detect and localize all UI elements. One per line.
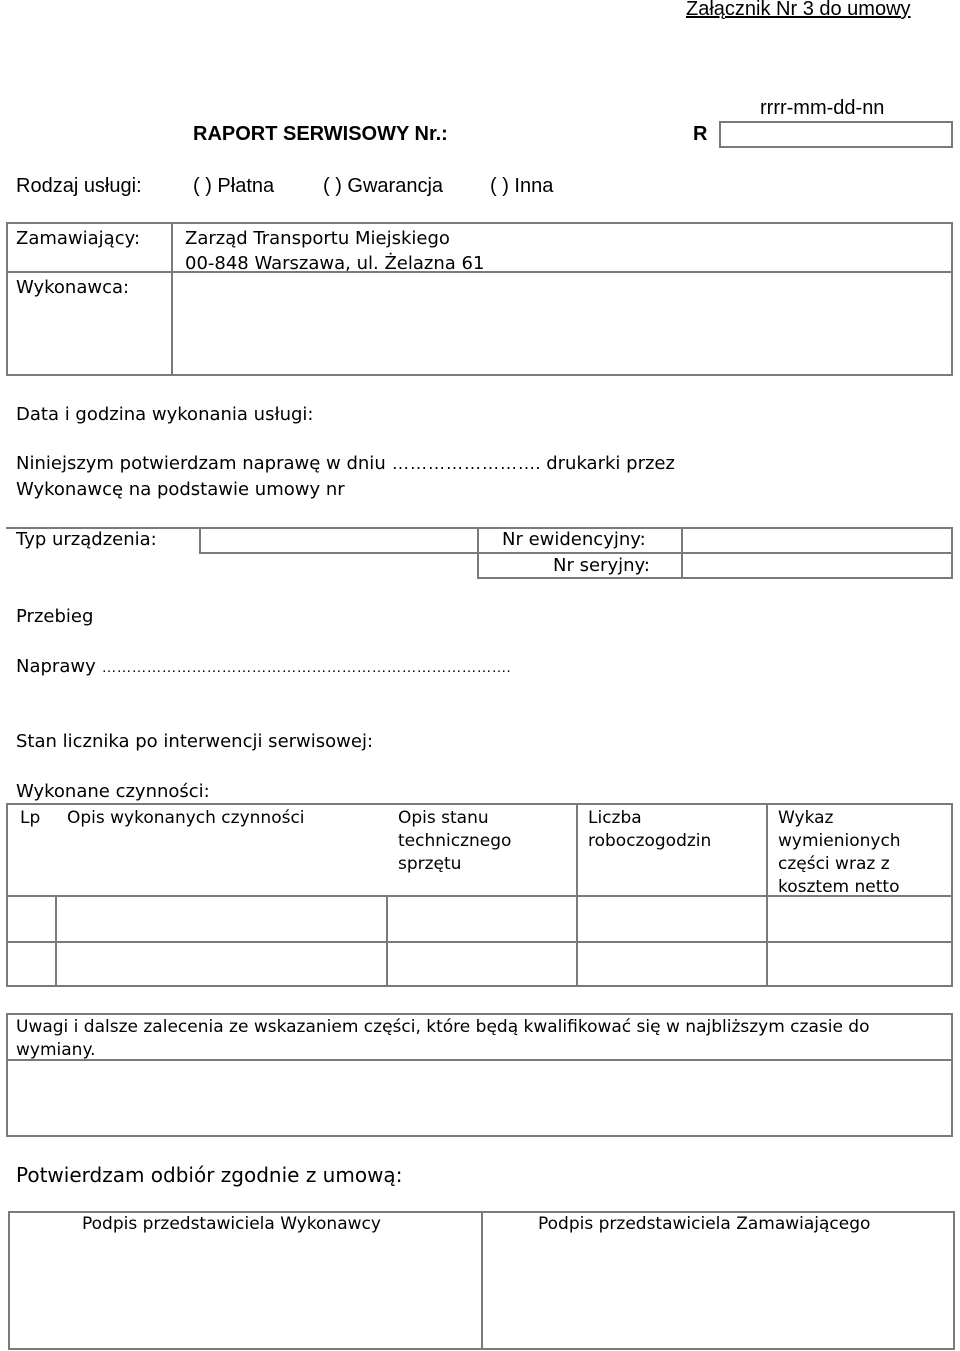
parties-box [6, 222, 953, 376]
col-header-parts: Wykaz wymienionych części wraz z kosztem netto [778, 808, 901, 897]
device-top-line [6, 527, 201, 529]
service-date-label: Data i godzina wykonania usługi: [16, 404, 314, 425]
client-label: Zamawiający: [16, 228, 141, 249]
confirmation-line1-end: drukarki przez [546, 453, 675, 474]
row2-parts-cell[interactable] [768, 943, 951, 986]
service-type-label: Rodzaj usługi: [16, 175, 142, 197]
contractor-signature-label: Podpis przedstawiciela Wykonawcy [82, 1214, 381, 1234]
inventory-number-label: Nr ewidencyjny: [502, 529, 646, 550]
contractor-label: Wykonawca: [16, 277, 130, 298]
report-title: RAPORT SERWISOWY Nr.: [193, 123, 448, 145]
row1-hours-cell[interactable] [578, 897, 765, 940]
client-address: 00-848 Warszawa, ul. Żelazna 61 [185, 253, 485, 274]
repairs-label: Naprawy [16, 656, 96, 677]
row2-lp-cell[interactable] [8, 943, 54, 986]
row1-description-cell[interactable] [57, 897, 385, 940]
device-type-label: Typ urządzenia: [16, 529, 157, 550]
option-other[interactable]: ( ) Inna [490, 175, 554, 197]
row2-description-cell[interactable] [57, 943, 385, 986]
confirmation-line1-start: Niniejszym potwierdzam naprawę w dniu [16, 453, 386, 474]
col-header-hours: Liczba roboczogodzin [588, 808, 712, 851]
confirmation-line2: Wykonawcę na podstawie umowy nr [16, 479, 345, 500]
r-label: R [693, 123, 708, 145]
report-number-field[interactable] [719, 121, 953, 148]
row1-parts-cell[interactable] [768, 897, 951, 940]
remarks-label: Uwagi i dalsze zalecenia ze wskazaniem części, które będą kwalifikować się w najbliższym czasie do wymiany. [16, 1017, 870, 1060]
serial-number-label: Nr seryjny: [553, 555, 650, 576]
remarks-field[interactable] [8, 1061, 951, 1135]
row2-hours-cell[interactable] [578, 943, 765, 986]
parties-divider [171, 222, 173, 376]
confirmation-line1 [16, 453, 675, 474]
serial-number-field[interactable] [681, 552, 953, 579]
row1-lp-cell[interactable] [8, 897, 54, 940]
date-format-label: rrrr-mm-dd-nn [760, 97, 885, 119]
acceptance-label: Potwierdzam odbiór zgodnie z umową: [16, 1163, 403, 1187]
client-name: Zarząd Transportu Miejskiego [185, 228, 450, 249]
inventory-left-line [477, 527, 479, 554]
client-signature-label: Podpis przedstawiciela Zamawiającego [538, 1214, 871, 1234]
row2-technical-state-cell[interactable] [388, 943, 575, 986]
row1-technical-state-cell[interactable] [388, 897, 575, 940]
repairs-line [16, 656, 511, 677]
inventory-right-line [681, 527, 683, 554]
counter-label: Stan licznika po interwencji serwisowej: [16, 731, 374, 752]
option-paid[interactable]: ( ) Płatna [193, 175, 275, 197]
option-warranty[interactable]: ( ) Gwarancja [323, 175, 444, 197]
col-header-lp: Lp [20, 808, 41, 828]
repairs-dots[interactable]: ………………………………………………………………………. [101, 659, 511, 676]
annex-label: Załącznik Nr 3 do umowy [686, 0, 911, 20]
work-label: Wykonane czynności: [16, 781, 210, 802]
course-label: Przebieg [16, 606, 94, 627]
confirmation-dots[interactable]: ……………………. [391, 453, 541, 473]
col-header-description: Opis wykonanych czynności [67, 808, 305, 828]
col-header-technical-state: Opis stanu technicznego sprzętu [398, 808, 512, 874]
